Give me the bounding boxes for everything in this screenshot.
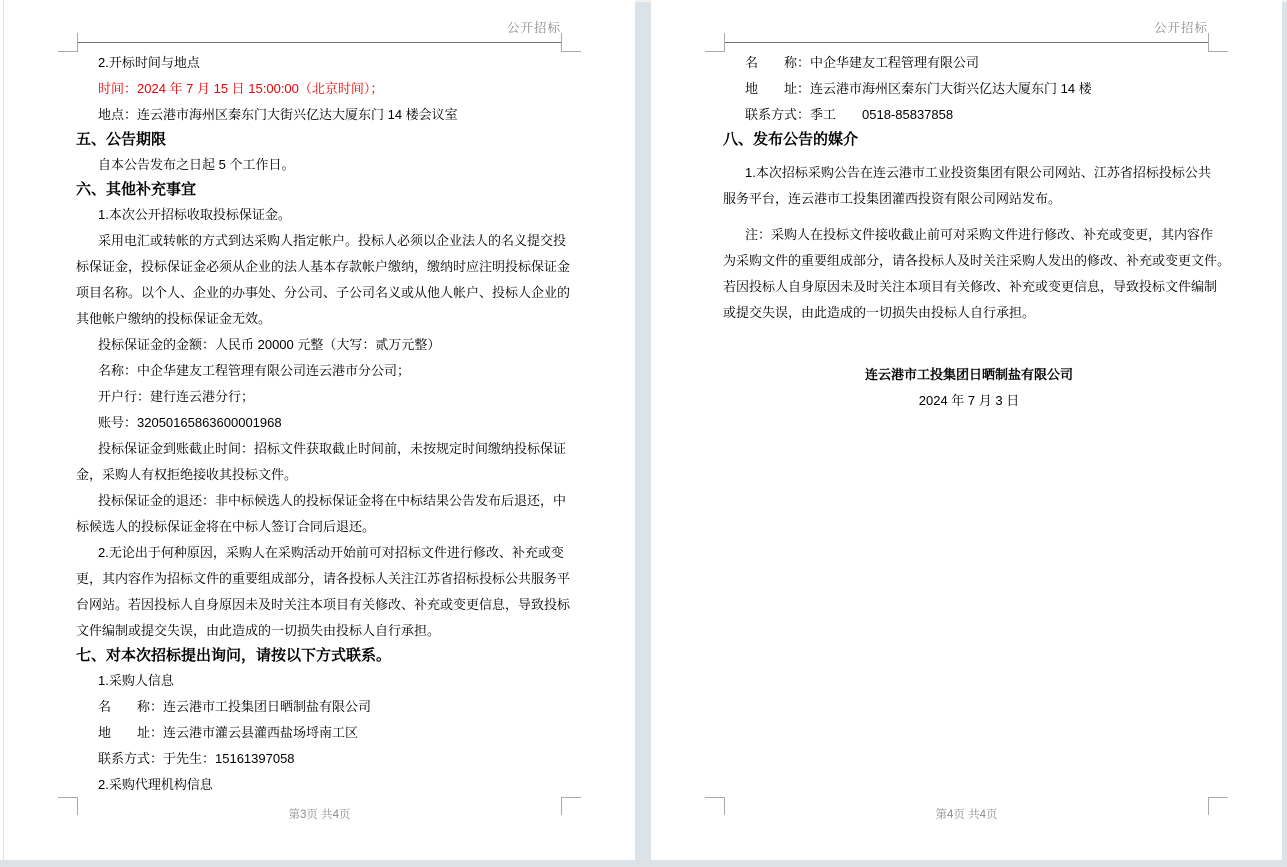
page-number-footer: 第3页 共4页 (288, 809, 351, 821)
text-line: 1.本次公开招标收取投标保证金。 (98, 207, 291, 222)
text-line: 投标保证金到账截止时间：招标文件获取截止时间前，未按规定时间缴纳投标保证 (98, 441, 567, 456)
text-line: 采用电汇或转帐的方式到达采购人指定帐户。投标人必须以企业法人的名义提交投 (98, 233, 567, 248)
text-line: 投标保证金的金额：人民币 20000 元整（大写：贰万元整） (98, 337, 441, 352)
margin-corner-mark (58, 33, 78, 52)
text-line: 为采购文件的重要组成部分，请各投标人及时关注采购人发出的修改、补充或变更文件。 (723, 253, 1231, 268)
signature-date: 2024 年 7 月 3 日 (918, 393, 1020, 408)
text-line: 名 称：连云港市工投集团日晒制盐有限公司 (98, 699, 372, 714)
text-line: 联系方式：季工 0518-85837858 (745, 107, 954, 122)
text-line: 更，其内容作为招标文件的重要组成部分，请各投标人关注江苏省招标投标公共服务平 (76, 571, 571, 586)
page-body-text (723, 50, 1231, 414)
document-page-3 (4, 0, 635, 860)
text-line: 名 称：中企华建友工程管理有限公司 (745, 55, 980, 70)
text-line: 时间：2024 年 7 月 15 日 15:00:00（北京时间）； (98, 81, 384, 96)
text-line: 项目名称。以个人、企业的办事处、分公司、子公司名义或从他人帐户、投标人企业的 (76, 285, 571, 300)
margin-corner-mark (705, 33, 725, 52)
text-line: 自本公告发布之日起 5 个工作日。 (98, 157, 295, 172)
page-body-text (76, 50, 571, 798)
text-line: 账号：32050165863600001968 (98, 415, 282, 430)
text-line: 文件编制或提交失误，由此造成的一切损失由投标人自行承担。 (76, 623, 441, 638)
text-line: 2.无论出于何种原因，采购人在采购活动开始前可对招标文件进行修改、补充或变 (98, 545, 564, 560)
header-rule (725, 42, 1208, 43)
text-line: 标候选人的投标保证金将在中标人签订合同后退还。 (76, 519, 376, 534)
text-line: 2.采购代理机构信息 (98, 777, 213, 792)
text-line: 金，采购人有权拒绝接收其投标文件。 (76, 467, 298, 482)
section-heading: 七、对本次招标提出询问，请按以下方式联系。 (76, 647, 392, 664)
page-header-text: 公开招标 (506, 21, 561, 35)
text-line: 或提交失误，由此造成的一切损失由投标人自行承担。 (723, 305, 1036, 320)
document-page-4 (651, 0, 1282, 860)
section-heading: 五、公告期限 (76, 131, 167, 148)
text-line: 服务平台，连云港市工投集团灌西投资有限公司网站发布。 (723, 191, 1062, 206)
text-line: 开户行：建行连云港分行； (98, 389, 255, 404)
text-line: 其他帐户缴纳的投标保证金无效。 (76, 311, 272, 326)
page-number-footer: 第4页 共4页 (935, 809, 998, 821)
text-line: 若因投标人自身原因未及时关注本项目有关修改、补充或变更信息，导致投标文件编制 (723, 279, 1218, 294)
text-line: 地点：连云港市海州区秦东门大街兴亿达大厦东门 14 楼会议室 (98, 107, 458, 122)
section-heading: 六、其他补充事宜 (76, 181, 197, 198)
text-line: 注：采购人在投标文件接收截止前可对采购文件进行修改、补充或变更，其内容作 (745, 227, 1214, 242)
text-line: 地 址：连云港市海州区秦东门大街兴亿达大厦东门 14 楼 (745, 81, 1092, 96)
text-line: 台网站。若因投标人自身原因未及时关注本项目有关修改、补充或变更信息，导致投标 (76, 597, 571, 612)
text-line: 投标保证金的退还：非中标候选人的投标保证金将在中标结果公告发布后退还，中 (98, 493, 567, 508)
signature-company-name: 连云港市工投集团日晒制盐有限公司 (864, 367, 1073, 382)
section-heading: 八、发布公告的媒介 (723, 131, 859, 148)
text-line: 1.采购人信息 (98, 673, 174, 688)
header-rule (78, 42, 561, 43)
text-line: 1.本次招标采购公告在连云港市工业投资集团有限公司网站、江苏省招标投标公共 (745, 165, 1211, 180)
text-line: 联系方式：于先生：15161397058 (98, 751, 295, 766)
text-line: 名称：中企华建友工程管理有限公司连云港市分公司； (98, 363, 411, 378)
text-line: 标保证金，投标保证金必须从企业的法人基本存款帐户缴纳，缴纳时应注明投标保证金 (76, 259, 571, 274)
text-line: 2.开标时间与地点 (98, 55, 200, 70)
page-header-text: 公开招标 (1153, 21, 1208, 35)
text-line: 地 址：连云港市灌云县灌西盐场埒南工区 (98, 725, 359, 740)
